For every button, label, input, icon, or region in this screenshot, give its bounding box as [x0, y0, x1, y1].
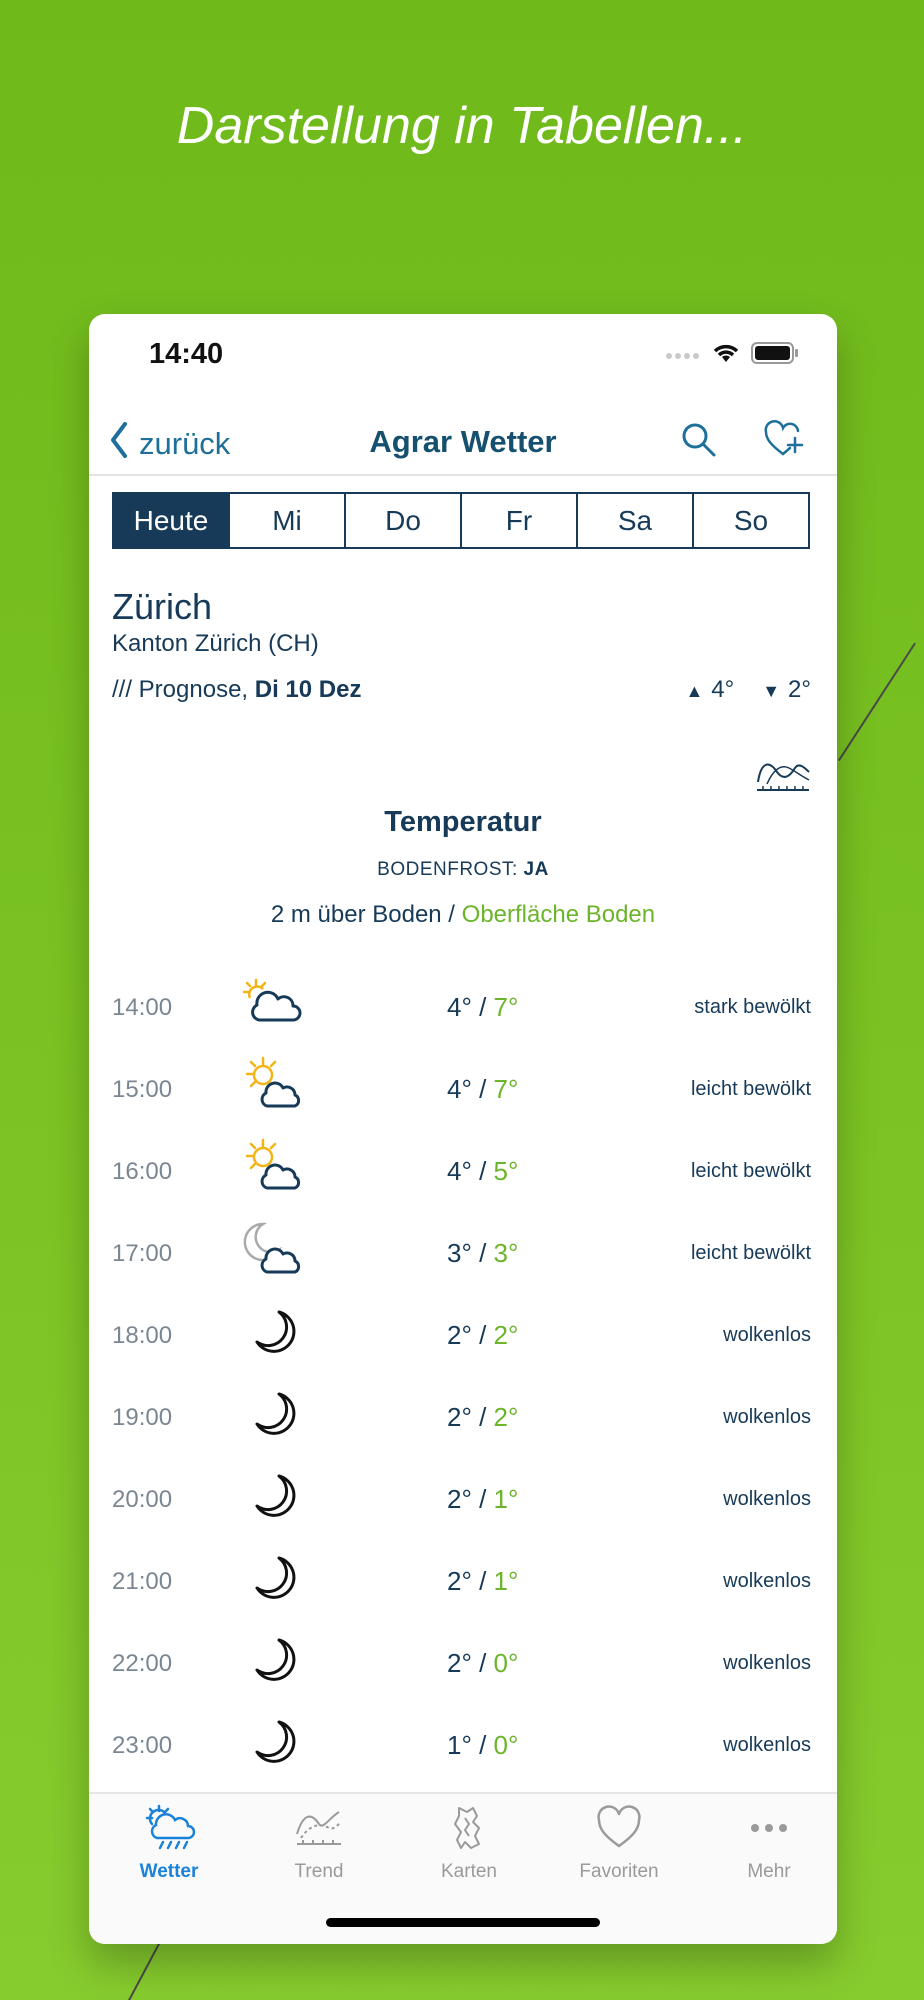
- ground-temp: 2°: [493, 1320, 519, 1350]
- temp-separator: /: [471, 1730, 494, 1760]
- ground-temp: 7°: [493, 992, 519, 1022]
- ground-temp: 5°: [493, 1156, 519, 1186]
- tabbar-item-favoriten[interactable]: [544, 1804, 694, 1883]
- min-temp-value: 2°: [788, 676, 811, 703]
- table-row: [89, 1458, 837, 1540]
- forecast-prefix: /// Prognose,: [112, 676, 249, 703]
- tabbar-label: Karten: [441, 1861, 497, 1882]
- row-time: 22:00: [112, 1650, 173, 1677]
- triangle-down-icon: ▼: [762, 681, 781, 701]
- row-temperature: [447, 1156, 518, 1187]
- row-time: 17:00: [112, 1240, 173, 1267]
- trend-icon: [244, 1804, 394, 1857]
- more-icon: [694, 1804, 837, 1857]
- wifi-icon: [711, 342, 741, 369]
- table-row: [89, 1048, 837, 1130]
- tabbar-label: Wetter: [139, 1861, 199, 1882]
- search-icon: [679, 447, 719, 464]
- ground-temp: 1°: [493, 1484, 519, 1514]
- moon-icon: [239, 1382, 303, 1446]
- frost-value: JA: [523, 859, 549, 880]
- row-description: wolkenlos: [723, 1570, 811, 1592]
- tab-so[interactable]: So: [692, 494, 808, 547]
- temp-separator: /: [471, 1566, 494, 1596]
- tabbar-item-wetter[interactable]: [94, 1804, 244, 1883]
- battery-icon: [751, 342, 799, 369]
- chevron-left-icon: [107, 420, 131, 468]
- tabbar-label: Favoriten: [579, 1861, 659, 1882]
- tabbar-label: Mehr: [747, 1861, 791, 1882]
- row-temperature: [447, 1402, 518, 1433]
- moon-icon: [239, 1300, 303, 1364]
- chart-view-button[interactable]: [755, 754, 811, 799]
- temp-separator: /: [471, 1074, 494, 1104]
- moon-icon: [239, 1628, 303, 1692]
- temp-separator: /: [471, 1648, 494, 1678]
- tabbar-item-karten[interactable]: [394, 1804, 544, 1883]
- legend-ground: Oberfläche Boden: [461, 901, 656, 928]
- row-description: leicht bewölkt: [690, 1160, 811, 1182]
- table-row: [89, 1376, 837, 1458]
- page-title: Agrar Wetter: [369, 424, 557, 459]
- row-temperature: [447, 1238, 518, 1269]
- min-temp: [762, 676, 811, 704]
- ground-temp: 3°: [493, 1238, 519, 1268]
- location-city: Zürich: [112, 586, 213, 627]
- ground-temp: 0°: [493, 1648, 519, 1678]
- row-description: leicht bewölkt: [690, 1242, 811, 1264]
- air-temp: 4°: [447, 1156, 472, 1186]
- air-temp: 3°: [447, 1238, 472, 1268]
- row-temperature: [447, 1074, 518, 1105]
- forecast-day: Di 10 Dez: [254, 676, 362, 703]
- ground-frost: [89, 859, 837, 881]
- air-temp: 1°: [447, 1730, 472, 1760]
- heart-plus-icon: [763, 447, 805, 464]
- row-temperature: [447, 1566, 518, 1597]
- tabbar-item-trend[interactable]: [244, 1804, 394, 1883]
- row-description: wolkenlos: [723, 1652, 811, 1674]
- sun-cloud-light-icon: [239, 1054, 303, 1118]
- header-divider: [89, 474, 837, 476]
- ground-temp: 7°: [493, 1074, 519, 1104]
- ground-temp: 0°: [493, 1730, 519, 1760]
- temp-separator: /: [471, 1156, 494, 1186]
- row-time: 14:00: [112, 994, 173, 1021]
- signal-icon: [665, 347, 701, 365]
- legend-air: 2 m über Boden: [270, 901, 442, 928]
- temperature-legend: [89, 901, 837, 929]
- row-description: wolkenlos: [723, 1488, 811, 1510]
- moon-icon: [239, 1464, 303, 1528]
- row-temperature: [447, 1484, 518, 1515]
- back-label: zurück: [139, 426, 231, 461]
- moon-cloud-icon: [239, 1218, 303, 1282]
- tab-fr[interactable]: Fr: [460, 494, 576, 547]
- temp-separator: /: [471, 1320, 494, 1350]
- air-temp: 4°: [447, 1074, 472, 1104]
- status-time: 14:40: [149, 338, 224, 370]
- temp-separator: /: [471, 1402, 494, 1432]
- row-temperature: [447, 992, 518, 1023]
- map-icon: [394, 1804, 544, 1857]
- row-description: wolkenlos: [723, 1734, 811, 1756]
- table-row: [89, 1704, 837, 1786]
- row-time: 20:00: [112, 1486, 173, 1513]
- row-time: 23:00: [112, 1732, 173, 1759]
- back-button[interactable]: [107, 420, 230, 468]
- phone-screen: [89, 314, 837, 1944]
- table-row: [89, 966, 837, 1048]
- air-temp: 2°: [447, 1648, 472, 1678]
- sun-cloud-light-icon: [239, 1136, 303, 1200]
- row-temperature: [447, 1730, 518, 1761]
- row-description: stark bewölkt: [694, 996, 811, 1018]
- temp-separator: /: [471, 1238, 494, 1268]
- air-temp: 2°: [447, 1484, 472, 1514]
- table-row: [89, 1212, 837, 1294]
- row-time: 21:00: [112, 1568, 173, 1595]
- air-temp: 2°: [447, 1402, 472, 1432]
- day-tabs: [112, 492, 810, 549]
- row-description: leicht bewölkt: [690, 1078, 811, 1100]
- location-region: Kanton Zürich (CH): [112, 630, 319, 657]
- heart-icon: [544, 1804, 694, 1857]
- decorative-line-top: [838, 643, 916, 762]
- tabbar-item-mehr[interactable]: [694, 1804, 837, 1883]
- frost-label: BODENFROST:: [377, 859, 518, 880]
- moon-icon: [239, 1710, 303, 1774]
- row-time: 16:00: [112, 1158, 173, 1185]
- air-temp: 4°: [447, 992, 472, 1022]
- tab-do[interactable]: Do: [344, 494, 460, 547]
- chart-icon: [755, 781, 811, 798]
- weather-icon: [94, 1804, 244, 1857]
- max-temp: [685, 676, 734, 704]
- home-indicator[interactable]: [326, 1918, 600, 1927]
- row-time: 18:00: [112, 1322, 173, 1349]
- min-max-temperature: [685, 676, 811, 704]
- temp-separator: /: [471, 1484, 494, 1514]
- air-temp: 2°: [447, 1320, 472, 1350]
- temp-separator: /: [471, 992, 494, 1022]
- sun-cloud-heavy-icon: [239, 972, 303, 1036]
- forecast-date: [112, 676, 361, 704]
- ground-temp: 2°: [493, 1402, 519, 1432]
- tab-sa[interactable]: Sa: [576, 494, 692, 547]
- search-button[interactable]: [679, 420, 719, 465]
- ground-temp: 1°: [493, 1566, 519, 1596]
- air-temp: 2°: [447, 1566, 472, 1596]
- tabbar-label: Trend: [294, 1861, 344, 1882]
- row-temperature: [447, 1648, 518, 1679]
- hourly-table: [89, 966, 837, 1786]
- legend-separator: /: [441, 901, 462, 928]
- add-favorite-button[interactable]: [763, 420, 805, 465]
- row-time: 19:00: [112, 1404, 173, 1431]
- table-row: [89, 1130, 837, 1212]
- moon-icon: [239, 1546, 303, 1610]
- tab-heute[interactable]: Heute: [114, 494, 228, 547]
- headline: Darstellung in Tabellen...: [176, 97, 748, 155]
- row-temperature: [447, 1320, 518, 1351]
- max-temp-value: 4°: [711, 676, 735, 703]
- status-bar: [89, 314, 837, 394]
- table-row: [89, 1540, 837, 1622]
- table-row: [89, 1294, 837, 1376]
- status-icons: [665, 342, 799, 369]
- section-title: Temperatur: [384, 806, 542, 838]
- triangle-up-icon: ▲: [685, 681, 704, 701]
- row-time: 15:00: [112, 1076, 173, 1103]
- tab-mi[interactable]: Mi: [228, 494, 344, 547]
- row-description: wolkenlos: [723, 1406, 811, 1428]
- row-description: wolkenlos: [723, 1324, 811, 1346]
- table-row: [89, 1622, 837, 1704]
